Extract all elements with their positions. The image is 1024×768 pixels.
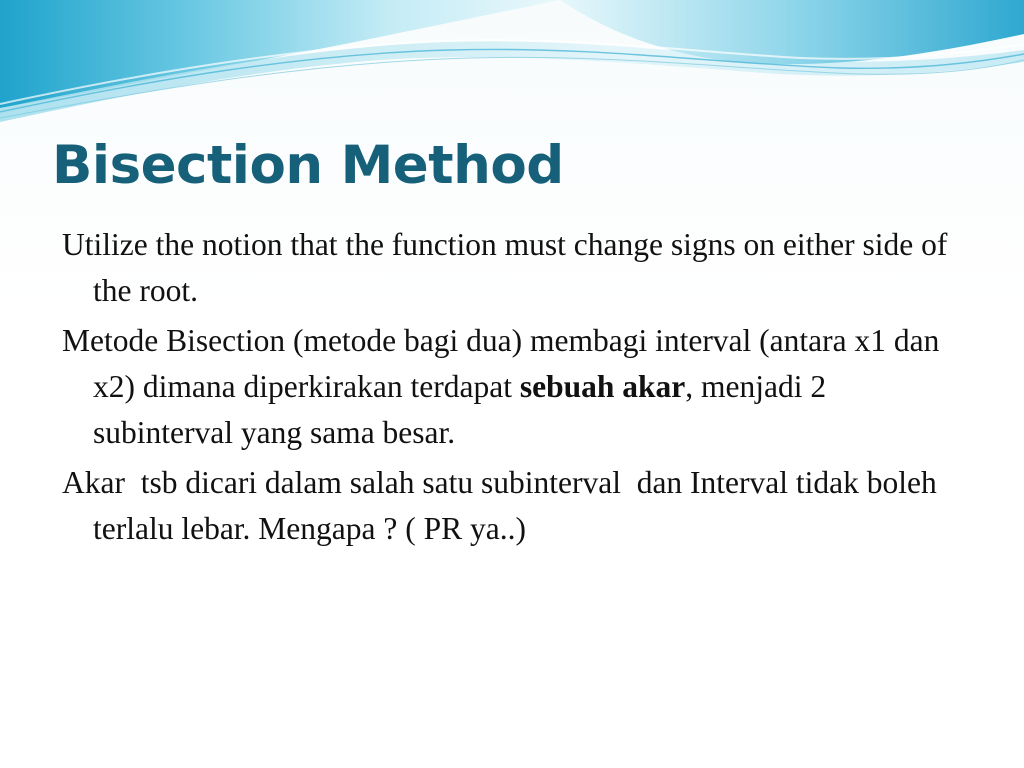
slide-body (62, 222, 962, 556)
wave-header-decoration (0, 0, 1024, 130)
paragraph-2 (62, 318, 962, 456)
slide-title: Bisection Method (52, 135, 564, 196)
paragraph-2-bold-term: sebuah akar (519, 369, 686, 404)
paragraph-2-text-before: Metode Bisection (metode bagi dua) membagi interval (antara x1 dan x2) dimana diperkirakan terdapat (62, 323, 940, 404)
paragraph-3: Akar tsb dicari dalam salah satu subinterval dan Interval tidak boleh terlalu lebar. Mengapa ? ( PR ya..) (62, 465, 945, 546)
paragraph-1: Utilize the notion that the function must change signs on either side of the root. (62, 227, 948, 308)
paragraph-2-text-after: , menjadi 2 subinterval yang sama besar. (93, 369, 827, 450)
